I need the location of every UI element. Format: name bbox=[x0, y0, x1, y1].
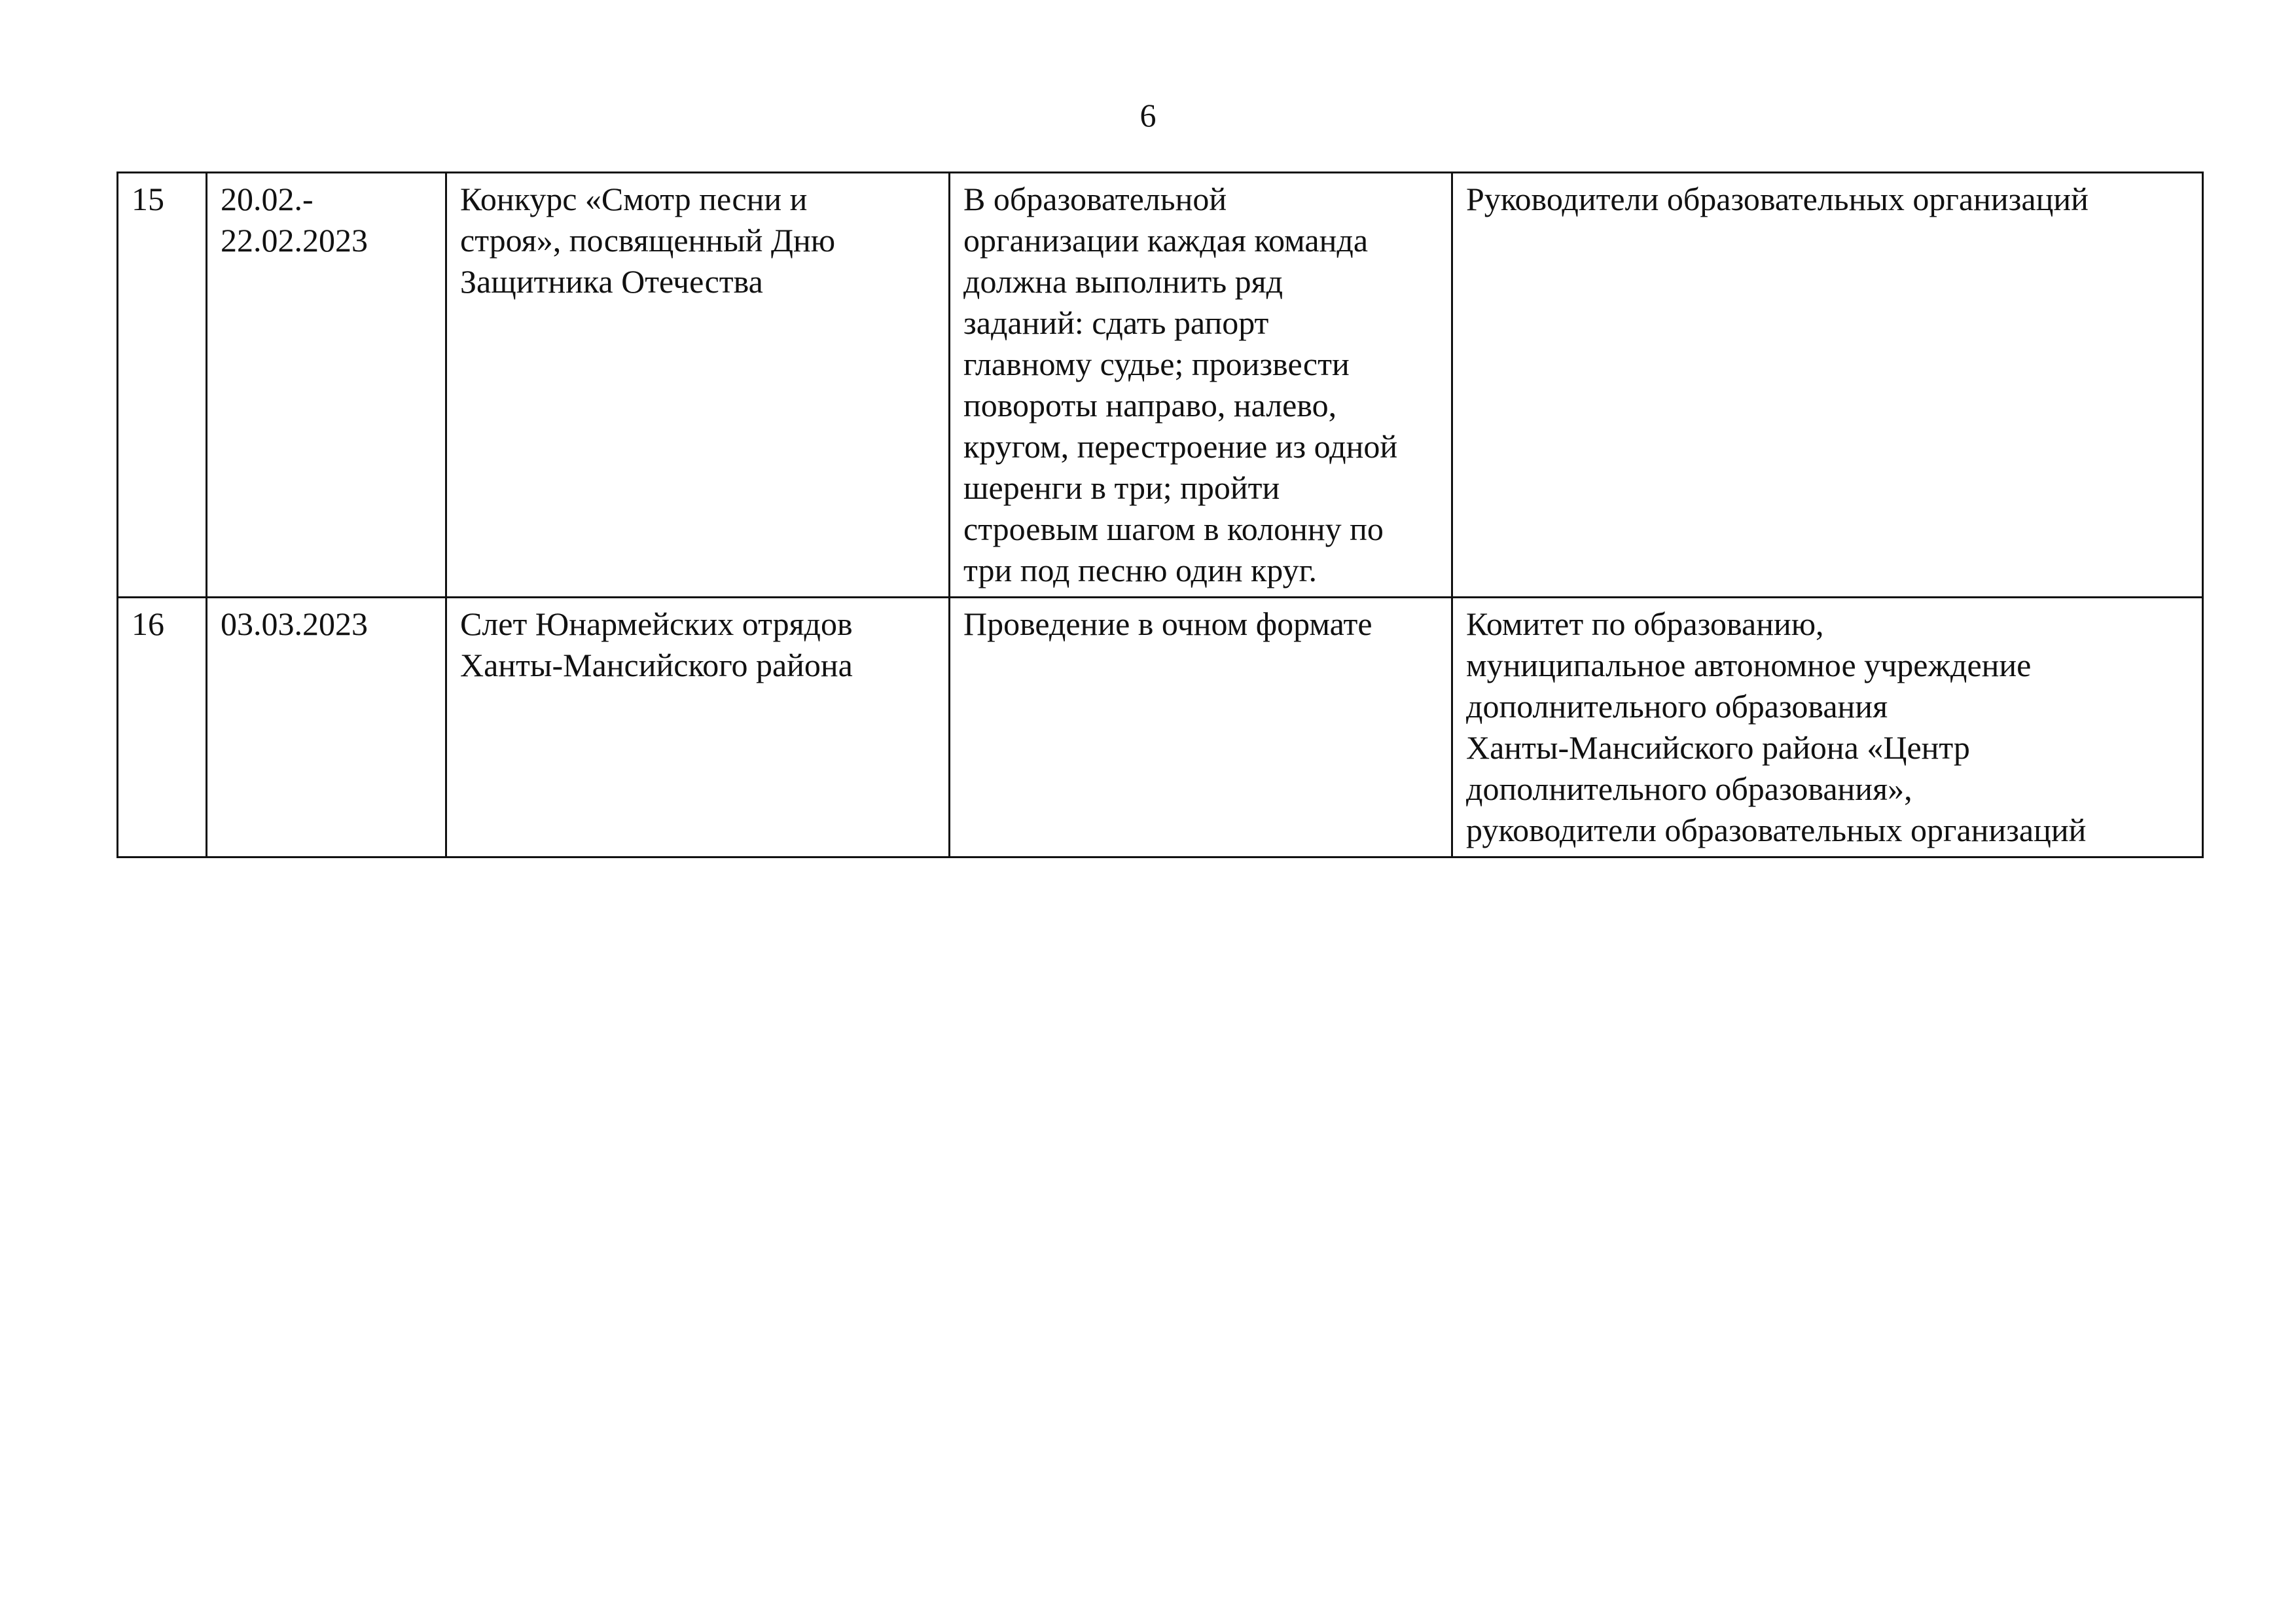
date-cell: 20.02.- 22.02.2023 bbox=[207, 173, 446, 598]
row-number-cell: 16 bbox=[118, 598, 207, 857]
date-cell: 03.03.2023 bbox=[207, 598, 446, 857]
row-number-cell: 15 bbox=[118, 173, 207, 598]
table-row bbox=[118, 598, 2203, 857]
events-table bbox=[117, 171, 2204, 858]
page-number: 6 bbox=[1139, 97, 1157, 134]
event-name-cell: Конкурс «Смотр песни и строя», посвященный Дню Защитника Отечества bbox=[446, 173, 950, 598]
event-name-cell: Слет Юнармейских отрядов Ханты-Мансийского района bbox=[446, 598, 950, 857]
responsible-cell: Руководители образовательных организаций bbox=[1452, 173, 2203, 598]
table-row bbox=[118, 173, 2203, 598]
responsible-cell: Комитет по образованию, муниципальное автономное учреждение дополнительного образования Ханты-Мансийского района «Центр дополнительного образования», руководители образовательных организаций bbox=[1452, 598, 2203, 857]
event-form-cell: Проведение в очном формате bbox=[950, 598, 1452, 857]
event-form-cell: В образовательной организации каждая команда должна выполнить ряд заданий: сдать рапорт главному судье; произвести повороты направо, налево, кругом, перестроение из одной шеренги в три; пройти строевым шагом в колонну по три под песню один круг. bbox=[950, 173, 1452, 598]
